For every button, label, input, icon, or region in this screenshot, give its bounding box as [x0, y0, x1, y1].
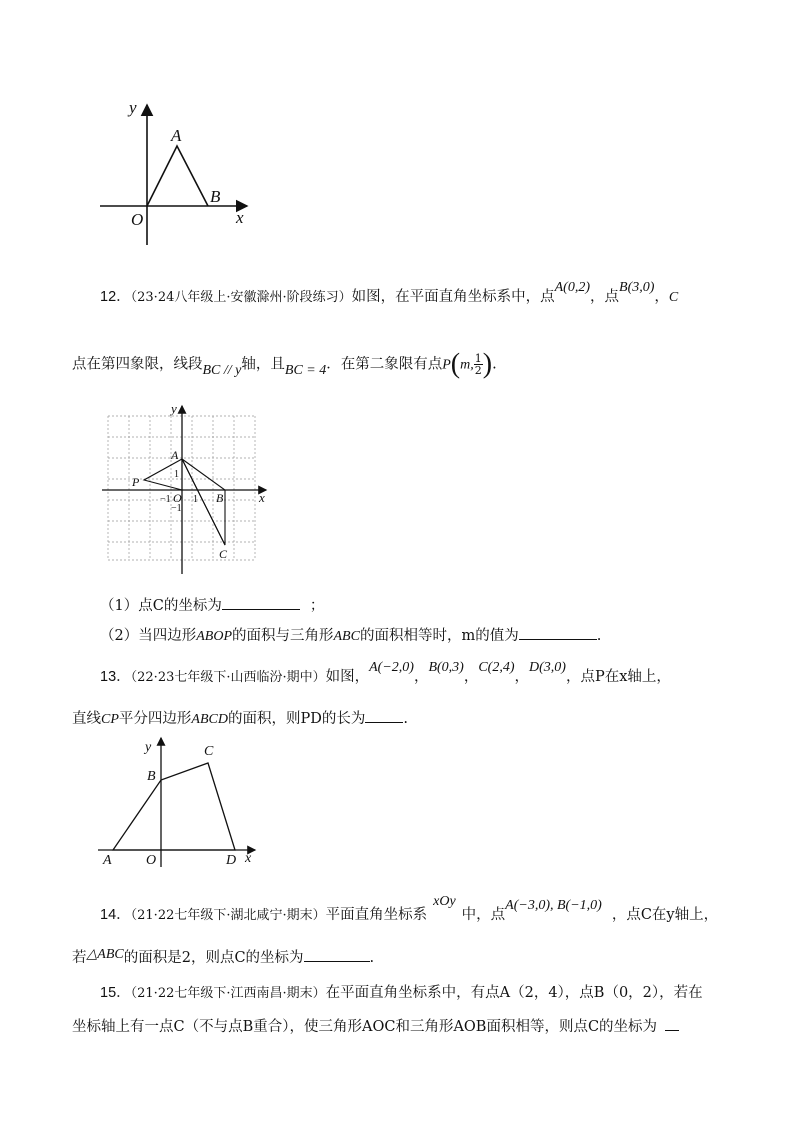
figure-triangle-oab [95, 95, 255, 255]
q12-point-c: C [668, 290, 679, 305]
q12-sub1: （1）点C的坐标为 ； [100, 595, 324, 616]
q12-fraction: $\frac{1}{2}$ [474, 352, 482, 377]
y-label: y [145, 740, 152, 755]
point-a-label: A [171, 126, 182, 145]
q15-line2: 坐标轴上有一点C（不与点B重合），使三角形AOC和三角形AOB面积相等，则点C的坐标为 [72, 1016, 679, 1037]
y-label: y [129, 98, 137, 117]
y-label: y [171, 401, 177, 416]
q12-line1: 12．（23·24八年级上·安徽滁州·阶段练习）如图，在平面直角坐标系中，点A(0,2)，点B(3,0)，C [100, 280, 679, 305]
q12-point-b: B(3,0) [619, 280, 655, 295]
origin-label: O [131, 210, 144, 229]
q13-line2: 直线CP平分四边形ABCD的面积，则PD的长为 . [72, 708, 408, 730]
figure-quadrilateral-abcd [95, 735, 265, 870]
q12-number: 12． [100, 289, 131, 305]
tick-1-x: 1 [193, 494, 198, 505]
q12-source: （23·24八年级上·安徽滁州·阶段练习） [130, 290, 352, 305]
origin-label: O [146, 853, 157, 868]
q12-line2: 点在第四象限，线段BC // y轴，且BC = 4．在第二象限有点P(m, $\frac{1}{2}$ ). [72, 348, 497, 380]
point-b-label: B [147, 769, 156, 784]
point-a-label: A [103, 853, 112, 868]
point-b-label: B [210, 187, 221, 206]
figure-grid-abcp [98, 398, 274, 578]
point-b-label: B [216, 491, 224, 505]
q15-line1: 15．（21·22七年级下·江西南昌·期末）在平面直角坐标系中，有点A（2，4），点B（0，2），若在 [100, 985, 703, 1001]
quadrilateral [113, 763, 235, 850]
q13-blank[interactable] [365, 708, 403, 723]
point-a-label: A [171, 448, 179, 462]
q15-blank[interactable] [665, 1016, 679, 1031]
point-c-label: C [204, 744, 214, 759]
triangle-oab [147, 146, 208, 206]
q14-line2: 若△ABC的面积是2，则点C的坐标为 . [72, 947, 375, 966]
x-label: x [245, 851, 252, 866]
q14-blank[interactable] [304, 947, 370, 962]
x-label: x [259, 490, 265, 505]
point-d-label: D [226, 853, 237, 868]
tick-neg1-x: −1 [160, 494, 171, 505]
q12-sub2-blank[interactable] [519, 625, 597, 640]
x-label: x [236, 208, 244, 227]
q12-point-a: A(0,2) [554, 280, 591, 295]
q14-line1: 14．（21·22七年级下·湖北咸宁·期末）平面直角坐标系xOy中，点A(−3,0), B(−1,0)，点C在y轴上， [100, 894, 719, 923]
origin-label: O [173, 491, 182, 505]
tick-neg1-y: −1 [171, 503, 182, 514]
q12-sub2: （2）当四边形ABOP的面积与三角形ABC的面积相等时，m的值为 . [100, 625, 601, 647]
q13-line1: 13．（22·23七年级下·山西临汾·期中）如图，A(−2,0)，B(0,3)，C(2,4)，D(3,0)，点P在x轴上， [100, 660, 671, 685]
point-p-label: P [132, 475, 140, 489]
point-c-label: C [219, 547, 228, 561]
tick-1-y: 1 [174, 469, 179, 480]
q12-sub1-blank[interactable] [222, 595, 300, 610]
